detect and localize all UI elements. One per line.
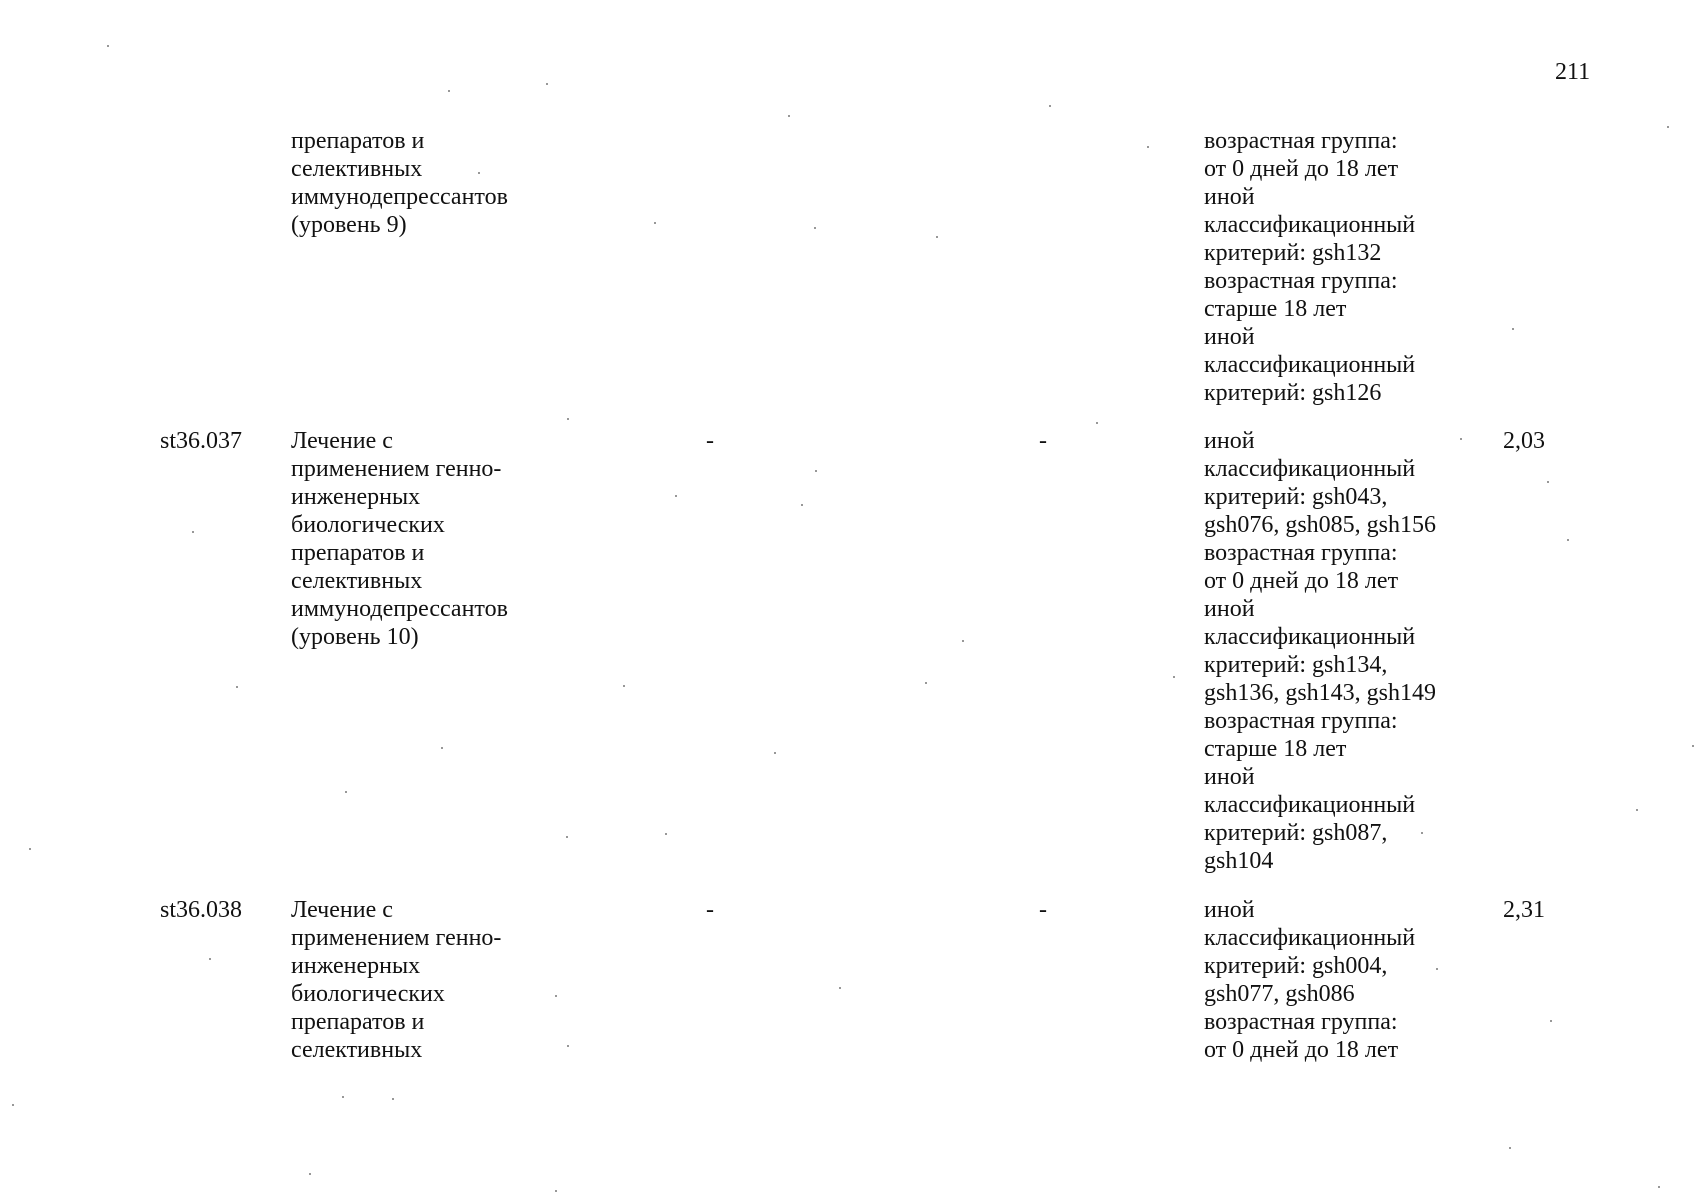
row-name: Лечение с применением генно- инженерных биологических препаратов и селективных иммунодепрессантов (уровень 10) xyxy=(291,428,508,650)
scan-speck xyxy=(839,987,841,989)
scan-speck xyxy=(1547,481,1549,483)
row-coefficient: 2,03 xyxy=(1503,428,1545,454)
scan-speck xyxy=(555,995,557,997)
scan-speck xyxy=(1509,1147,1511,1149)
scan-speck xyxy=(654,222,656,224)
scan-speck xyxy=(788,115,790,117)
scan-speck xyxy=(555,1190,557,1192)
scan-speck xyxy=(107,45,109,47)
scan-speck xyxy=(1636,809,1638,811)
scan-speck xyxy=(345,791,347,793)
scan-speck xyxy=(1421,832,1423,834)
row-dash-2: - xyxy=(1039,428,1047,454)
scan-speck xyxy=(1567,539,1569,541)
scan-speck xyxy=(925,682,927,684)
scan-speck xyxy=(566,836,568,838)
scan-speck xyxy=(567,1045,569,1047)
scan-speck xyxy=(12,1104,14,1106)
row-code: st36.037 xyxy=(160,428,243,454)
scan-speck xyxy=(1096,422,1098,424)
scan-speck xyxy=(815,470,817,472)
scan-speck xyxy=(665,833,667,835)
row-criteria: иной классификационный критерий: gsh043, gsh076, gsh085, gsh156 возрастная группа: от 0 дней до 18 лет иной классификационный критерий: gsh134, gsh136, gsh143, gsh149 возрастная группа: старше 18 лет иной классификационный критерий: gsh087, gsh104 xyxy=(1204,428,1437,874)
scan-speck xyxy=(309,1173,311,1175)
row-dash-2: - xyxy=(1039,897,1047,923)
scan-speck xyxy=(1667,126,1669,128)
scan-speck xyxy=(29,848,31,850)
scan-speck xyxy=(236,686,238,688)
scan-speck xyxy=(441,747,443,749)
scan-speck xyxy=(1658,1186,1660,1188)
scan-speck xyxy=(1173,676,1175,678)
scan-speck xyxy=(774,752,776,754)
scan-speck xyxy=(567,418,569,420)
scan-speck xyxy=(1692,745,1694,747)
scan-speck xyxy=(448,90,450,92)
scan-speck xyxy=(675,495,677,497)
scan-speck xyxy=(342,1096,344,1098)
scan-speck xyxy=(1436,968,1438,970)
row-criteria: возрастная группа: от 0 дней до 18 лет иной классификационный критерий: gsh132 возрастная группа: старше 18 лет иной классификационный критерий: gsh126 xyxy=(1204,128,1416,406)
scan-speck xyxy=(192,531,194,533)
scan-speck xyxy=(546,83,548,85)
row-coefficient: 2,31 xyxy=(1503,897,1545,923)
row-dash-1: - xyxy=(706,428,714,454)
scan-speck xyxy=(1460,438,1462,440)
scan-speck xyxy=(814,227,816,229)
scan-speck xyxy=(392,1098,394,1100)
scan-speck xyxy=(623,685,625,687)
scan-speck xyxy=(936,236,938,238)
scan-speck xyxy=(801,504,803,506)
row-criteria: иной классификационный критерий: gsh004, gsh077, gsh086 возрастная группа: от 0 дней до 18 лет xyxy=(1204,897,1416,1063)
scan-speck xyxy=(478,172,480,174)
page-number: 211 xyxy=(1555,59,1591,85)
scan-speck xyxy=(962,640,964,642)
scan-speck xyxy=(209,958,211,960)
scan-speck xyxy=(1550,1020,1552,1022)
row-name: препаратов и селективных иммунодепрессантов (уровень 9) xyxy=(291,128,508,238)
row-dash-1: - xyxy=(706,897,714,923)
row-name: Лечение с применением генно- инженерных биологических препаратов и селективных xyxy=(291,897,502,1063)
row-code: st36.038 xyxy=(160,897,243,923)
scan-speck xyxy=(1049,105,1051,107)
scan-speck xyxy=(1512,328,1514,330)
scan-speck xyxy=(1147,146,1149,148)
